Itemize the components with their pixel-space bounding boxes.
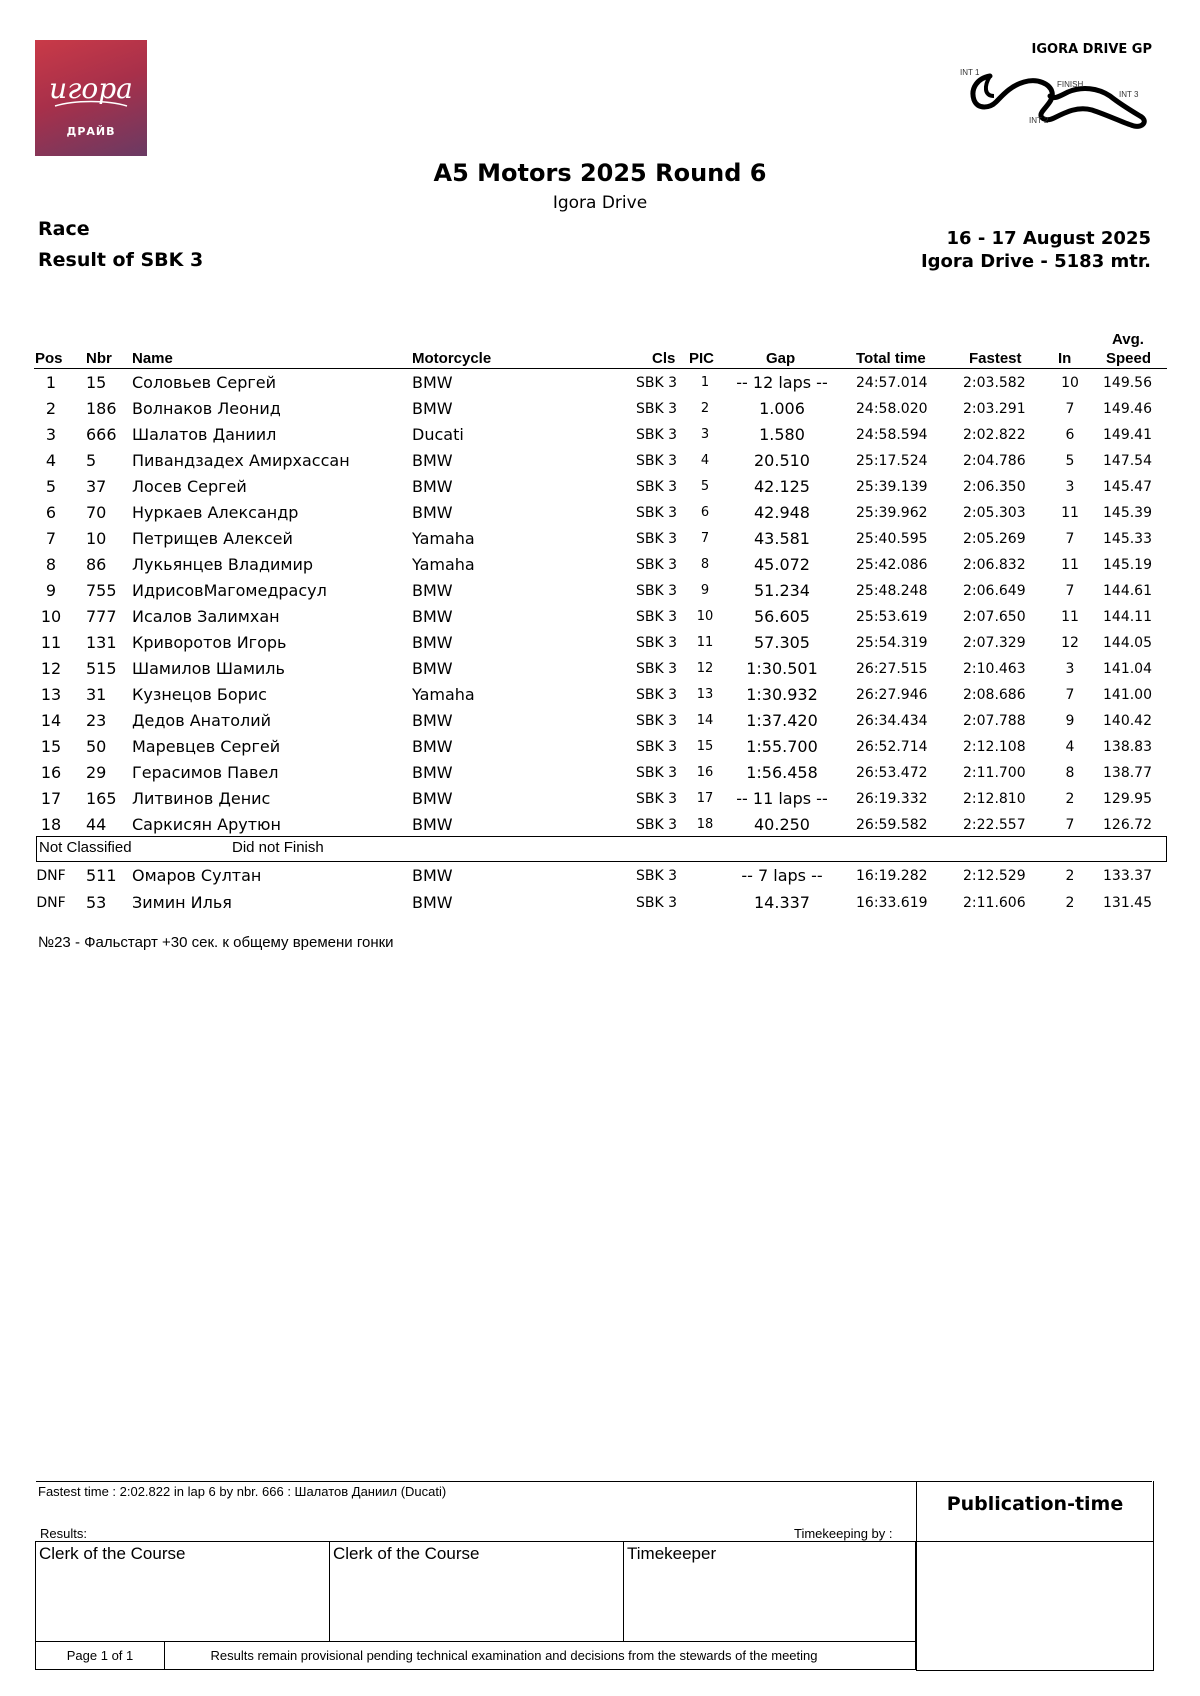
cell-pos: 4	[45, 451, 57, 470]
cell-in: 7	[1065, 817, 1075, 833]
cell-name: Дедов Анатолий	[132, 711, 272, 730]
cell-speed: 138.77	[1103, 765, 1152, 781]
cell-speed: 138.83	[1103, 739, 1152, 755]
cell-cls: SBK 3	[636, 479, 678, 495]
cell-cls: SBK 3	[636, 609, 678, 625]
cell-fastest: 2:05.269	[963, 531, 1026, 547]
cell-pos: 17	[40, 789, 62, 808]
result-of-class: Result of SBK 3	[38, 249, 204, 271]
cell-moto: BMW	[412, 866, 453, 885]
publication-time-label: Publication-time	[946, 1493, 1124, 1515]
cell-total: 25:39.139	[856, 479, 928, 495]
cell-pos: 15	[40, 737, 62, 756]
cell-pos: DNF	[36, 894, 66, 911]
cell-name: Кузнецов Борис	[132, 685, 267, 704]
cell-speed: 149.41	[1103, 427, 1152, 443]
cell-pos: 2	[45, 399, 57, 418]
cell-fastest: 2:12.810	[963, 791, 1026, 807]
signature-cell-clerk-1	[36, 1542, 330, 1641]
signature-cell-clerk-2	[330, 1542, 624, 1641]
cell-cls: SBK 3	[636, 583, 678, 599]
cell-name: Маревцев Сергей	[132, 737, 281, 756]
session-type: Race	[38, 218, 90, 240]
dnf-row	[0, 863, 1200, 889]
table-row	[0, 396, 1200, 422]
cell-pic: 5	[700, 479, 710, 494]
cell-total: 26:59.582	[856, 817, 928, 833]
cell-in: 4	[1065, 739, 1075, 755]
cell-gap: 1:30.932	[746, 685, 818, 704]
cell-moto: Ducati	[412, 425, 464, 444]
cell-pic: 17	[696, 791, 714, 806]
table-row	[0, 474, 1200, 500]
event-dates: 16 - 17 August 2025	[946, 228, 1151, 249]
cell-name: Соловьев Сергей	[132, 373, 277, 392]
cell-moto: Yamaha	[412, 529, 475, 548]
cell-pos: 5	[45, 477, 57, 496]
cell-fastest: 2:03.582	[963, 375, 1026, 391]
header-name: Name	[132, 350, 173, 367]
cell-fastest: 2:08.686	[963, 687, 1026, 703]
cell-nbr: 50	[86, 737, 107, 756]
cell-pos: 3	[45, 425, 57, 444]
cell-pic: 18	[696, 817, 714, 832]
table-row	[0, 422, 1200, 448]
cell-gap: 1:30.501	[746, 659, 818, 678]
cell-nbr: 23	[86, 711, 107, 730]
cell-name: Волнаков Леонид	[132, 399, 281, 418]
cell-gap: 42.125	[754, 477, 810, 496]
cell-pos: 18	[40, 815, 62, 834]
cell-cls: SBK 3	[636, 713, 678, 729]
cell-speed: 149.56	[1103, 375, 1152, 391]
cell-name: Шалатов Даниил	[132, 425, 277, 444]
cell-pic: 8	[700, 557, 710, 572]
cell-total: 25:40.595	[856, 531, 928, 547]
cell-moto: Yamaha	[412, 685, 475, 704]
cell-fastest: 2:06.350	[963, 479, 1026, 495]
cell-moto: BMW	[412, 763, 453, 782]
cell-in: 3	[1065, 479, 1075, 495]
cell-total: 25:39.962	[856, 505, 928, 521]
cell-gap: 45.072	[754, 555, 810, 574]
cell-pos: 7	[45, 529, 57, 548]
cell-in: 7	[1065, 687, 1075, 703]
cell-gap: 57.305	[754, 633, 810, 652]
cell-name: Пивандзадех Амирхассан	[132, 451, 350, 470]
publication-divider	[917, 1541, 1153, 1542]
cell-moto: BMW	[412, 451, 453, 470]
cell-name: Лукьянцев Владимир	[132, 555, 314, 574]
cell-moto: BMW	[412, 737, 453, 756]
cell-speed: 133.37	[1103, 868, 1152, 884]
cell-gap: 1:56.458	[746, 763, 818, 782]
map-label-finish: FINISH	[1057, 80, 1084, 89]
table-row	[0, 812, 1200, 838]
cell-pos: 1	[45, 373, 57, 392]
cell-pos: 8	[45, 555, 57, 574]
cell-nbr: 511	[86, 866, 117, 885]
track-outline-icon	[950, 66, 1160, 140]
cell-speed: 145.47	[1103, 479, 1152, 495]
cell-pic: 12	[696, 661, 714, 676]
igora-drive-logo	[35, 40, 147, 156]
logo-script-text: игора	[49, 72, 133, 105]
cell-speed: 149.46	[1103, 401, 1152, 417]
table-row	[0, 552, 1200, 578]
cell-pic: 13	[696, 687, 714, 702]
table-row	[0, 708, 1200, 734]
cell-in: 5	[1065, 453, 1075, 469]
event-venue: Igora Drive - 5183 mtr.	[920, 251, 1151, 272]
cell-gap: 42.948	[754, 503, 810, 522]
cell-in: 11	[1061, 505, 1079, 521]
table-row	[0, 656, 1200, 682]
cell-moto: Yamaha	[412, 555, 475, 574]
table-row	[0, 500, 1200, 526]
cell-in: 11	[1061, 609, 1079, 625]
cell-moto: BMW	[412, 815, 453, 834]
cell-speed: 147.54	[1103, 453, 1152, 469]
cell-in: 8	[1065, 765, 1075, 781]
event-title: A5 Motors 2025 Round 6	[433, 159, 767, 187]
cell-moto: BMW	[412, 477, 453, 496]
cell-gap: 1:37.420	[746, 711, 818, 730]
cell-name: Омаров Султан	[132, 866, 262, 885]
cell-in: 2	[1065, 894, 1075, 911]
cell-total: 26:27.946	[856, 687, 928, 703]
cell-gap: -- 7 laps --	[741, 866, 823, 885]
cell-fastest: 2:05.303	[963, 505, 1026, 521]
cell-fastest: 2:07.329	[963, 635, 1026, 651]
cell-gap: 20.510	[754, 451, 810, 470]
cell-cls: SBK 3	[636, 739, 678, 755]
cell-in: 2	[1065, 868, 1075, 884]
cell-speed: 141.04	[1103, 661, 1152, 677]
cell-nbr: 70	[86, 503, 107, 522]
cell-pic: 10	[696, 609, 714, 624]
cell-gap: 1.580	[759, 425, 805, 444]
not-classified-reason: Did not Finish	[232, 839, 324, 856]
cell-nbr: 15	[86, 373, 107, 392]
cell-cls: SBK 3	[636, 427, 678, 443]
cell-pos: 14	[40, 711, 62, 730]
header-divider	[34, 368, 1167, 369]
penalty-note: №23 - Фальстарт +30 сек. к общему времени гонки	[38, 934, 394, 951]
map-label-int3: INT 3	[1119, 90, 1139, 99]
provisional-disclaimer: Results remain provisional pending technical examination and decisions from the stewards of the meeting	[210, 1648, 818, 1663]
cell-gap: -- 12 laps --	[736, 373, 828, 392]
cell-gap: 40.250	[754, 815, 810, 834]
cell-total: 26:19.332	[856, 791, 928, 807]
cell-pic: 14	[696, 713, 714, 728]
cell-total: 26:53.472	[856, 765, 928, 781]
cell-fastest: 2:12.529	[963, 868, 1026, 884]
cell-cls: SBK 3	[636, 635, 678, 651]
cell-total: 25:42.086	[856, 557, 928, 573]
cell-name: ИдрисовМагомедрасул	[132, 581, 327, 600]
not-classified-label: Not Classified	[39, 839, 132, 856]
header-total-time: Total time	[856, 350, 926, 367]
cell-pos: DNF	[36, 868, 66, 884]
cell-moto: BMW	[412, 607, 453, 626]
cell-fastest: 2:02.822	[963, 427, 1026, 443]
cell-cls: SBK 3	[636, 531, 678, 547]
cell-speed: 129.95	[1103, 791, 1152, 807]
cell-moto: BMW	[412, 581, 453, 600]
header-nbr: Nbr	[86, 350, 112, 367]
header-pic: PIC	[689, 350, 715, 367]
cell-cls: SBK 3	[636, 557, 678, 573]
cell-fastest: 2:03.291	[963, 401, 1026, 417]
cell-moto: BMW	[412, 633, 453, 652]
cell-fastest: 2:10.463	[963, 661, 1026, 677]
cell-nbr: 777	[86, 607, 117, 626]
cell-fastest: 2:22.557	[963, 817, 1026, 833]
cell-pos: 6	[45, 503, 57, 522]
results-label: Results:	[40, 1526, 87, 1541]
cell-total: 24:57.014	[856, 375, 928, 391]
cell-cls: SBK 3	[636, 505, 678, 521]
cell-name: Зимин Илья	[132, 892, 232, 912]
logo-script-graphic	[35, 40, 147, 156]
cell-nbr: 10	[86, 529, 107, 548]
cell-pic: 6	[700, 505, 710, 520]
cell-total: 26:34.434	[856, 713, 928, 729]
cell-gap: 43.581	[754, 529, 810, 548]
header-avg: Avg.	[1112, 331, 1144, 348]
cell-in: 7	[1065, 531, 1075, 547]
cell-pos: 9	[45, 581, 57, 600]
cell-pic: 9	[700, 583, 710, 598]
table-row	[0, 526, 1200, 552]
cell-name: Литвинов Денис	[132, 789, 271, 808]
table-row	[0, 682, 1200, 708]
cell-cls: SBK 3	[636, 401, 678, 417]
cell-in: 2	[1065, 791, 1075, 807]
cell-moto: BMW	[412, 789, 453, 808]
logo-subtext: ДРАЙВ	[66, 125, 116, 138]
cell-in: 3	[1065, 661, 1075, 677]
header-motorcycle: Motorcycle	[412, 350, 492, 367]
cell-total: 25:54.319	[856, 635, 928, 651]
cell-nbr: 515	[86, 659, 117, 678]
cell-speed: 144.61	[1103, 583, 1152, 599]
cell-total: 25:48.248	[856, 583, 928, 599]
cell-gap: -- 11 laps --	[736, 789, 828, 808]
cell-name: Исалов Залимхан	[132, 607, 280, 626]
table-row	[0, 448, 1200, 474]
cell-pic: 4	[700, 453, 710, 468]
cell-total: 24:58.020	[856, 401, 928, 417]
signature-cell-timekeeper	[624, 1542, 915, 1641]
cell-cls: SBK 3	[636, 661, 678, 677]
cell-nbr: 755	[86, 581, 117, 600]
table-row	[0, 630, 1200, 656]
cell-total: 16:33.619	[856, 894, 928, 911]
header-fastest: Fastest	[969, 350, 1022, 367]
cell-speed: 131.45	[1103, 894, 1152, 911]
cell-speed: 145.39	[1103, 505, 1152, 521]
cell-moto: BMW	[412, 711, 453, 730]
cell-pic: 1	[700, 375, 710, 390]
cell-nbr: 44	[86, 815, 107, 834]
cell-total: 26:52.714	[856, 739, 928, 755]
cell-pic: 15	[696, 739, 714, 754]
cell-speed: 145.19	[1103, 557, 1152, 573]
cell-speed: 126.72	[1103, 817, 1152, 833]
cell-moto: BMW	[412, 659, 453, 678]
cell-nbr: 666	[86, 425, 117, 444]
cell-nbr: 5	[86, 451, 97, 470]
publication-time-box	[916, 1481, 1154, 1671]
cell-cls: SBK 3	[636, 817, 678, 833]
cell-name: Саркисян Арутюн	[132, 815, 281, 834]
footer-bottom-row	[36, 1641, 915, 1670]
cell-pic: 2	[700, 401, 710, 416]
track-title: IGORA DRIVE GP	[1031, 42, 1152, 57]
cell-speed: 145.33	[1103, 531, 1152, 547]
table-row	[0, 578, 1200, 604]
cell-fastest: 2:11.606	[963, 894, 1026, 911]
cell-in: 12	[1061, 635, 1079, 651]
cell-cls: SBK 3	[636, 375, 678, 391]
cell-fastest: 2:04.786	[963, 453, 1026, 469]
cell-cls: SBK 3	[636, 894, 678, 911]
cell-total: 26:27.515	[856, 661, 928, 677]
cell-fastest: 2:07.650	[963, 609, 1026, 625]
cell-nbr: 37	[86, 477, 107, 496]
fastest-time-summary: Fastest time : 2:02.822 in lap 6 by nbr. 666 : Шалатов Даниил (Ducati)	[38, 1484, 447, 1499]
cell-total: 24:58.594	[856, 427, 928, 443]
cell-gap: 56.605	[754, 607, 810, 626]
signature-label-clerk-2: Clerk of the Course	[333, 1544, 480, 1563]
cell-nbr: 31	[86, 685, 107, 704]
cell-in: 11	[1061, 557, 1079, 573]
cell-pic: 7	[700, 531, 710, 546]
not-classified-bar	[36, 836, 1167, 862]
cell-pic: 3	[700, 427, 710, 442]
cell-speed: 144.11	[1103, 609, 1152, 625]
cell-cls: SBK 3	[636, 765, 678, 781]
cell-fastest: 2:07.788	[963, 713, 1026, 729]
signature-box	[35, 1541, 916, 1670]
cell-name: Нуркаев Александр	[132, 503, 299, 522]
cell-nbr: 53	[86, 892, 107, 912]
cell-moto: BMW	[412, 399, 453, 418]
header-speed: Speed	[1106, 350, 1152, 367]
cell-in: 7	[1065, 583, 1075, 599]
cell-name: Петрищев Алексей	[132, 529, 293, 548]
cell-nbr: 165	[86, 789, 117, 808]
cell-in: 9	[1065, 713, 1075, 729]
cell-in: 10	[1061, 375, 1079, 391]
cell-total: 25:17.524	[856, 453, 928, 469]
cell-pos: 13	[40, 685, 62, 704]
page-number: Page 1 of 1	[36, 1642, 165, 1670]
cell-in: 6	[1065, 427, 1075, 443]
event-subtitle: Igora Drive	[552, 193, 648, 213]
cell-nbr: 29	[86, 763, 107, 782]
cell-fastest: 2:06.832	[963, 557, 1026, 573]
signature-label-timekeeper: Timekeeper	[627, 1544, 717, 1563]
table-row	[0, 786, 1200, 812]
cell-pic: 11	[696, 635, 714, 650]
cell-pos: 10	[40, 607, 62, 626]
cell-moto: BMW	[412, 892, 453, 912]
cell-gap: 1.006	[759, 399, 805, 418]
cell-name: Шамилов Шамиль	[132, 659, 285, 678]
cell-cls: SBK 3	[636, 791, 678, 807]
cell-nbr: 86	[86, 555, 107, 574]
cell-fastest: 2:11.700	[963, 765, 1026, 781]
cell-nbr: 186	[86, 399, 117, 418]
cell-gap: 51.234	[754, 581, 810, 600]
table-row	[0, 604, 1200, 630]
signature-label-clerk-1: Clerk of the Course	[39, 1544, 186, 1563]
cell-pos: 12	[40, 659, 62, 678]
header-cls: Cls	[652, 350, 676, 367]
cell-total: 16:19.282	[856, 868, 928, 884]
cell-moto: BMW	[412, 503, 453, 522]
timekeeping-label: Timekeeping by :	[794, 1526, 893, 1541]
cell-gap: 14.337	[754, 892, 810, 912]
cell-pos: 16	[40, 763, 62, 782]
cell-speed: 140.42	[1103, 713, 1152, 729]
dnf-row	[0, 890, 1200, 916]
cell-speed: 141.00	[1103, 687, 1152, 703]
cell-speed: 144.05	[1103, 635, 1152, 651]
cell-nbr: 131	[86, 633, 117, 652]
cell-moto: BMW	[412, 373, 453, 392]
cell-fastest: 2:12.108	[963, 739, 1026, 755]
table-row	[0, 370, 1200, 396]
cell-pic: 16	[696, 765, 714, 780]
table-row	[0, 734, 1200, 760]
track-map	[950, 66, 1160, 140]
cell-cls: SBK 3	[636, 453, 678, 469]
header-in: In	[1058, 350, 1072, 367]
header-gap: Gap	[766, 350, 796, 367]
cell-cls: SBK 3	[636, 687, 678, 703]
cell-in: 7	[1065, 401, 1075, 417]
cell-cls: SBK 3	[636, 868, 678, 884]
cell-fastest: 2:06.649	[963, 583, 1026, 599]
table-row	[0, 760, 1200, 786]
cell-total: 25:53.619	[856, 609, 928, 625]
cell-name: Криворотов Игорь	[132, 633, 287, 652]
header-pos: Pos	[35, 350, 63, 367]
cell-name: Лосев Сергей	[132, 477, 247, 496]
map-label-int2: INT 2	[1029, 116, 1049, 125]
cell-gap: 1:55.700	[746, 737, 818, 756]
cell-name: Герасимов Павел	[132, 763, 279, 782]
cell-pos: 11	[40, 633, 62, 652]
map-label-int1: INT 1	[960, 68, 980, 77]
